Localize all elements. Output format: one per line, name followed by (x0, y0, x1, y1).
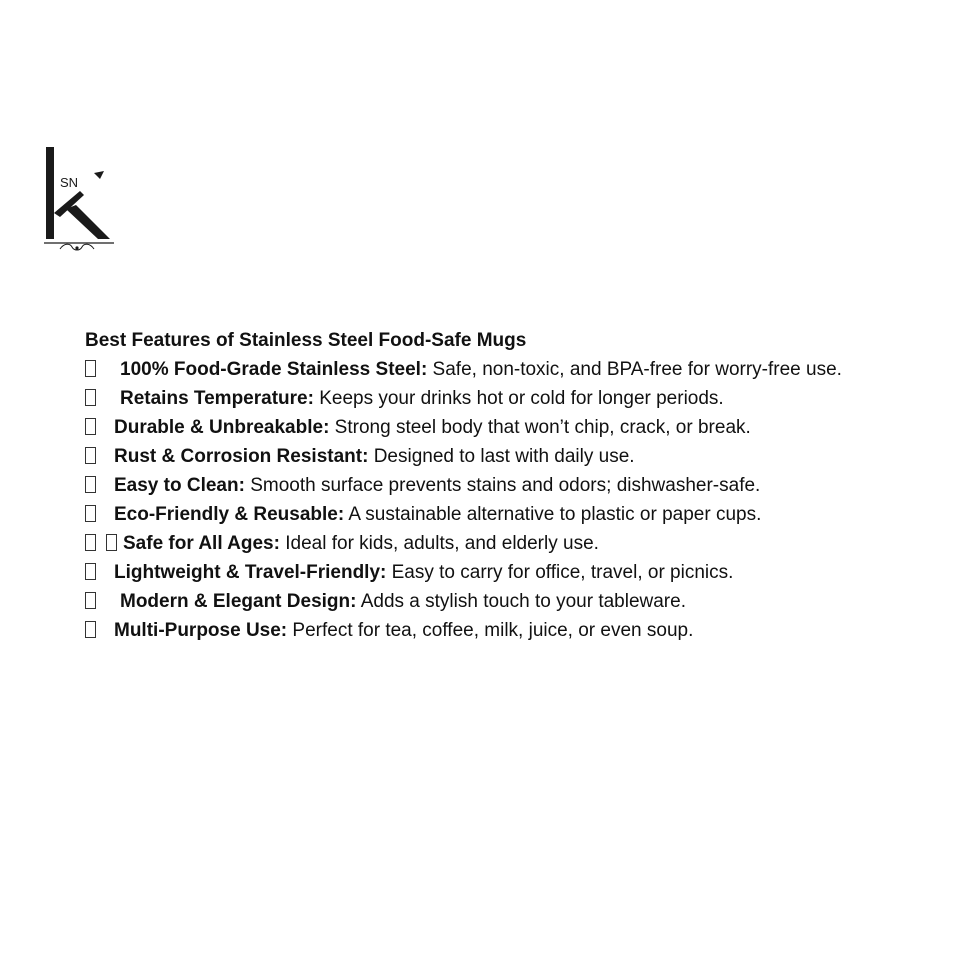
list-item (85, 442, 895, 471)
feature-description: Safe, non-toxic, and BPA-free for worry-free use. (427, 359, 842, 380)
missing-glyph-icon (85, 360, 96, 377)
feature-description: Perfect for tea, coffee, milk, juice, or even soup. (287, 620, 694, 641)
list-item (85, 500, 895, 529)
missing-glyph-icon (85, 621, 96, 638)
feature-term: Easy to Clean: (114, 475, 245, 496)
missing-glyph-icon (85, 505, 96, 522)
missing-glyph-icon (85, 418, 96, 435)
missing-glyph-icon (106, 534, 117, 551)
list-item (85, 616, 895, 645)
feature-term: Eco-Friendly & Reusable: (114, 504, 345, 525)
feature-description: Easy to carry for office, travel, or picnics. (386, 562, 734, 583)
feature-term: Multi-Purpose Use: (114, 620, 288, 641)
missing-glyph-icon (85, 592, 96, 609)
feature-description: A sustainable alternative to plastic or paper cups. (344, 504, 762, 525)
ksn-logo-icon (40, 143, 120, 255)
feature-term: Rust & Corrosion Resistant: (114, 446, 369, 467)
feature-term: Durable & Unbreakable: (114, 417, 330, 438)
feature-section (85, 326, 895, 645)
list-item (85, 355, 895, 384)
list-item (85, 529, 895, 558)
list-item (85, 558, 895, 587)
feature-term: 100% Food-Grade Stainless Steel: (120, 359, 428, 380)
feature-term: Lightweight & Travel-Friendly: (114, 562, 387, 583)
list-item (85, 384, 895, 413)
feature-description: Smooth surface prevents stains and odors; dishwasher-safe. (244, 475, 761, 496)
brand-logo (40, 143, 120, 255)
missing-glyph-icon (85, 389, 96, 406)
list-item (85, 587, 895, 616)
missing-glyph-icon (85, 476, 96, 493)
feature-list (85, 355, 895, 645)
feature-description: Ideal for kids, adults, and elderly use. (279, 533, 599, 554)
list-item (85, 471, 895, 500)
feature-description: Adds a stylish touch to your tableware. (356, 591, 686, 612)
feature-description: Designed to last with daily use. (368, 446, 635, 467)
missing-glyph-icon (85, 563, 96, 580)
section-heading: Best Features of Stainless Steel Food-Safe Mugs (85, 330, 527, 351)
list-item (85, 413, 895, 442)
logo-monogram: SN (60, 175, 79, 190)
feature-term: Modern & Elegant Design: (120, 591, 357, 612)
feature-term: Retains Temperature: (120, 388, 314, 409)
feature-term: Safe for All Ages: (123, 533, 280, 554)
missing-glyph-icon (85, 447, 96, 464)
missing-glyph-icon (85, 534, 96, 551)
feature-description: Strong steel body that won’t chip, crack, or break. (329, 417, 751, 438)
feature-description: Keeps your drinks hot or cold for longer periods. (313, 388, 724, 409)
